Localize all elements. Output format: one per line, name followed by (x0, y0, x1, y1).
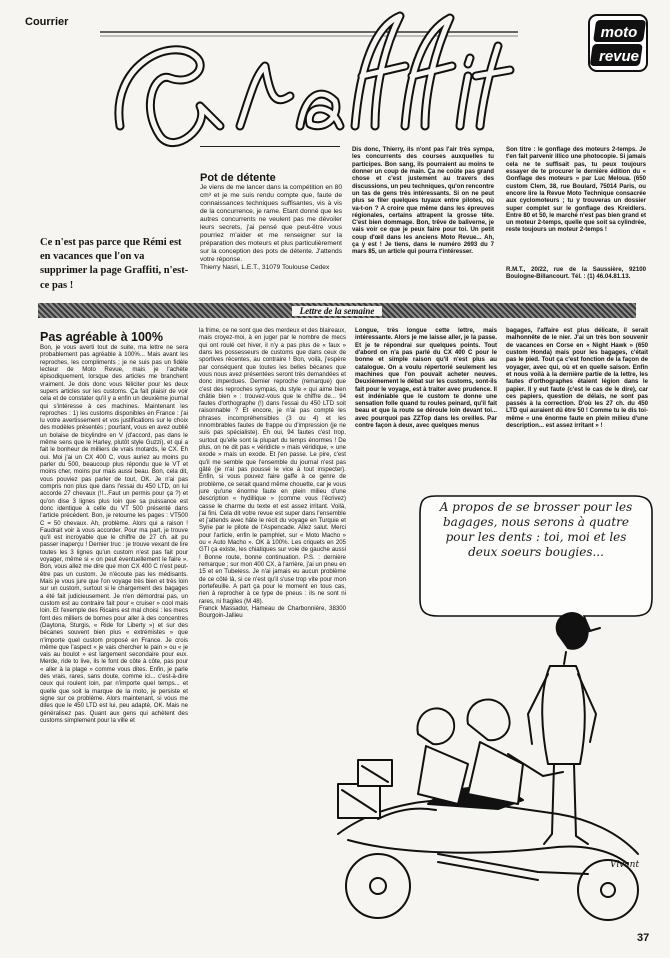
letter-column-1: Bon, je vous averti tout de suite, ma lettre ne sera probablement pas agréable à 100%... Mais avant les reproches, les compliments ; je ne suis pas un fidèle lecteur de Moto Revue, mais je l'achète épisodiquement, lorsque des articles me branchent vraiment. Je dois donc vous féliciter pour les deux supers articles sur les customs. Ça fait plaisir de voir cela et de constater qu'il y a enfin un deuxième journal qui s'intéresse à ces machines. Maintenant les reproches : 1) les customs disponibles en France : j'ai lu votre avertissement et vos justifications sur le choix des modèles présentés ; pourtant, vous en avez oublié un bolaise de bicylindre en V (d'accord, pas dans le même sens que le Harley, plutôt style Guzzi), et qui a fait le bonheur de milliers de vrais motards, le CX. Eh oui. Moi j'ai un CX 400 C, vous auriez au moins pu parler du 500, beaucoup plus répondu que le VT et moins cher, moins pur mais aussi beau. Bon, cela dit, vous pouviez pas parler de tout, OK. Je n'ai pas compris non plus que dans l'essai du 450 LTD, on lui accorde 27 chevaux (!!...Faut un permis pour ça ?) et qu'on dise 3 lignes plus loin que sa puissance est donc identique à celle du VT 500 présenté dans l'article précédent. Bon, je retourne les pages : VT500 C = 50 chevaux. Ah, problème. Alors qui a raison ! Faudrait voir à vous accorder. Pour ma part, je trouve qu'il est incroyable que le chiffre de 27 ch. ait pu passer inaperçu ! Dernier truc : je trouve vexant de lire toutes les 3 lignes qu'un custom n'est pas fait pour voyager, même si « on peut éventuellement le faire ». Bon, vous allez me dire que mon CX 400 C n'est peut-être pas un custom. Je n'écoute pas les médisants. Mais je vous jure que l'on voyage très bien et très loin sur un custom, surtout si le chargement des bagages a été fait judicieusement. Je n'en démordrai pas, un custom est au contraire fait pour « cruiser » cool mais loin. Et l'exemple des Ricains est mal choisi : les mecs font des milliers de bornes pour aller à des concentres (Daytona, Sturgis, « Ride for Liberty ») et sur des bécanes souvent bien plus « extrémistes » que n'importe quel custom proposé en France. Je crois même que l'aspect « je vais chercher le pain » ou « je vais au boulot » est largement secondaire pour eux. Merde, ride to live, ils le font de côte à côte, pas pour « aller à la plage » comme vous dites. Enfin, je parle des vrais, rares, sans doute, comme ici... c'est-à-dire ceux qui roulent loin, par n'importe quel temps... et quelle que soit la marque de la moto, je persiste et signe sur ce problème. Alors maintenant, si vous me dites que le 450 LTD est lui, peu adapté, OK. Mais ne généralisez pas. Quant aux gens qui achètent des customs simplement pour la ville et (40, 344, 188, 724)
reply-column-4: Son titre : le gonflage des moteurs 2-temps. Je t'en fait parvenir illico une photocopie. Si jamais cela ne te suffisait pas, tu peux toujours essayer de te procurer le dernière édition du « Gonflage des moteurs » par Luc Meloua. (650 custom Clem, 38, rue Boulard, 75014 Paris, ou encore lire la Revue Moto Technique consacrée aux cyclomoteurs ; tu y trouveras un dossier super complet sur le gonflage des Kreidlers. Entre 80 et 50, le marché n'est pas bien grand et un moteur 2-temps, quelle que soit sa cylindrée, reste toujours un moteur 2-temps ! (506, 146, 646, 234)
letter-of-week-banner (38, 303, 636, 318)
banner-label: Lettre de la semaine (292, 306, 383, 316)
section-label: Courrier (25, 16, 69, 28)
intro-blurb: Ce n'est pas parce que Rémi est en vacances que l'on va supprimer la page Graffiti, n'est-ce pas ! (40, 237, 189, 291)
letter-title: Pas agréable à 100% (40, 330, 163, 344)
page-number: 37 (637, 932, 650, 944)
reply-column-a: Longue, très longue cette lettre, mais intéressante. Alors je me laisse aller, je la passe. Et je te répondrai sur quelques points. Tout d'abord on n'a pas parlé du CX 400 C pour le bonne et simple raison qu'il n'est plus au catalogue. On a voulu répertorié seulement les machines que l'on pouvait acheter neuves. Deuxièmement le débat sur les customs, sont-ils fait pour le voyage, est à traiter avec prudence. Il est indéniable que le custom te donne une sensation folle quand tu roules peinard, qu'il fait beau et que la route se déroule loin devant toi... avec pourquoi pas ZZTop dans les oreilles. Par contre façon à deux, avec quelques menus (355, 327, 497, 430)
rmt-address: R.M.T., 20/22, rue de la Saussière, 92100 Boulogne-Billancourt. Tél. : (1) 46.04.81.13. (506, 266, 646, 281)
speech-bubble-text: A propos de se brosser pour les bagages, nous serons à quatre pour les dents : toi, moi et les deux soeurs bougies... (439, 500, 633, 559)
svg-text:revue: revue (598, 48, 640, 65)
pot-body: Je viens de me lancer dans la compétition en 80 cm³ et je me suis rendu compte que, faute de connaissances techniques suffisantes, vis à vis de la concurrence, je rame. Etant donné que les autres concurrents ne veulent pas me dévoiler leurs secrets, j'ai pensé que peut-être vous pourriez m'aider et me renseigner sur la préparation des moteurs et plus particulièrement sur la conception des pots de détente. J'attends votre réponse. Thierry Nasri, L.E.T., 31079 Toulouse Cedex (200, 184, 342, 272)
artist-signature: Vivant (610, 860, 640, 870)
top-divider (200, 146, 340, 147)
pot-title: Pot de détente (200, 172, 276, 184)
cartoon-illustration (318, 604, 658, 928)
reply-column-3: Dis donc, Thierry, ils n'ont pas l'air très sympa, les concurrents des courses auxquelles tu participes. Bon sang, ils pourraient au moins te donner un coup de main. Ça ne coûte pas grand chose et c'est justement au travers des discussions, un peu techniques, qu'on rencontre un tas de gens très intéressants. Si on ne peut plus se filer quelques tuyaux entre pilotes, où va-t-on ? A croire que même dans les épreuves régionales, certains attrapent la grosse tête. C'est bien dommage. Bon, trêve de baliverne, je vais voir ce que je peux faire pour toi. Un petit coup d'œil dans les anciens Moto Revue... Ah, ça y est ! Je tiens, dans le numéro 2693 du 7 mars 85, un article qui pourra t'intéresser. (352, 146, 494, 256)
letter-column-2: la frime, ce ne sont que des merdeux et des blaireaux, mais croyez-moi, à en juger par le nombre de mecs qui ont roulé cet hiver, il n'y a pas plus de « faux » dans les possesseurs de customs que dans ceux de sportives récentes, au contraire ! Bon, voilà, j'espère par conséquent que toutes les belles bécanes que vous nous avez présentées seront très demandées et donc imperdues. Dernier reproche (remarque) que c'est des reproches sympas, du style « qui aime bien châtie bien » : trouvez-vous que le chiffre de... 94 fautes d'orthographe (!) dans l'essai du 450 LTD soit raisonnable ? Et encore, je n'ai pas compté les phrases incompréhensibles (3 ou 4) et les innombrables fautes de frappe ou d'impression (je ne suis pas spécialiste). Eh oui, 94 fautes c'est trop, surtout qu'elle sont la plupart du temps énormes ! De plus, on ne dit pas « véridicte » mais véridique, « une exode » mais un exode. Et j'en passe. Le pire, c'est qu'il me semble que l'ensemble du journal n'est pas gâté (je n'ai pas poussé le vice à tout inspecter). Enfin, si vous pouvez faire gaffe à ce genre de problème, ce serait quand même chouette, car je vous jure qu'une énorme faute en plein milieu d'une description « hydillique » (comme vous l'écrivez) casse le charme du texte et est assez irritant. Voilà, j'ai fini. Cela dit votre revue est super dans l'ensemble et j'attends avec hâte le récit du voyage en Turquie et Syrie par le pilote de l'Aspencade. Allez salut. Merci pour l'article, enfin le pamphlet, sur « Moto Macho » ou « Auto Macho ». OK à 100%. Les criquets en 205 GTI ça existe, les chiatiques sur voie de gauche aussi ! Bonne route, bonne continuation. P.S. : dernière remarque ; sur mon 400 CX, à l'arrière, j'ai un pneu en 15 et en Tubeless. Je n'ai jamais eu aucun problème de ce côté là, si ce n'est qu'il s'use trop vite pour mon portefeuille. A part ça pour le moment en tous cas, rien à reprocher à ce type de pneus : ils ne sont ni rares, ni fragiles (M 48). Franck Massador, Hameau de Charbonnière, 38300 Bourgoin-Jallieu (199, 327, 346, 620)
reply-column-b: bagages, l'affaire est plus délicate, il serait malhonnête de le nier. J'ai un très bon souvenir de vacances en Corse en « Night Hawk » (650 custom Honda) mais pour les bagages, c'était pas le pied. Tout ça c'est fonction de la façon de voyager, avec qui, où et en quelle saison. Enfin et nous voilà à la dernière partie de la lettre, les fautes d'orthographes étaient légion dans le papier. Il y eut faute (c'est le cas de le dire), car ces papiers, question de délais, ne sont pas passés à la correction. D'où les 27 ch. du 450 LTD qui auraient dû être 50 ! Comme tu le dis toi-même « une énorme faute en plein milieu d'une description... est assez irritant » ! (506, 327, 648, 430)
svg-text:moto: moto (600, 24, 638, 41)
moto-revue-logo (588, 14, 648, 72)
